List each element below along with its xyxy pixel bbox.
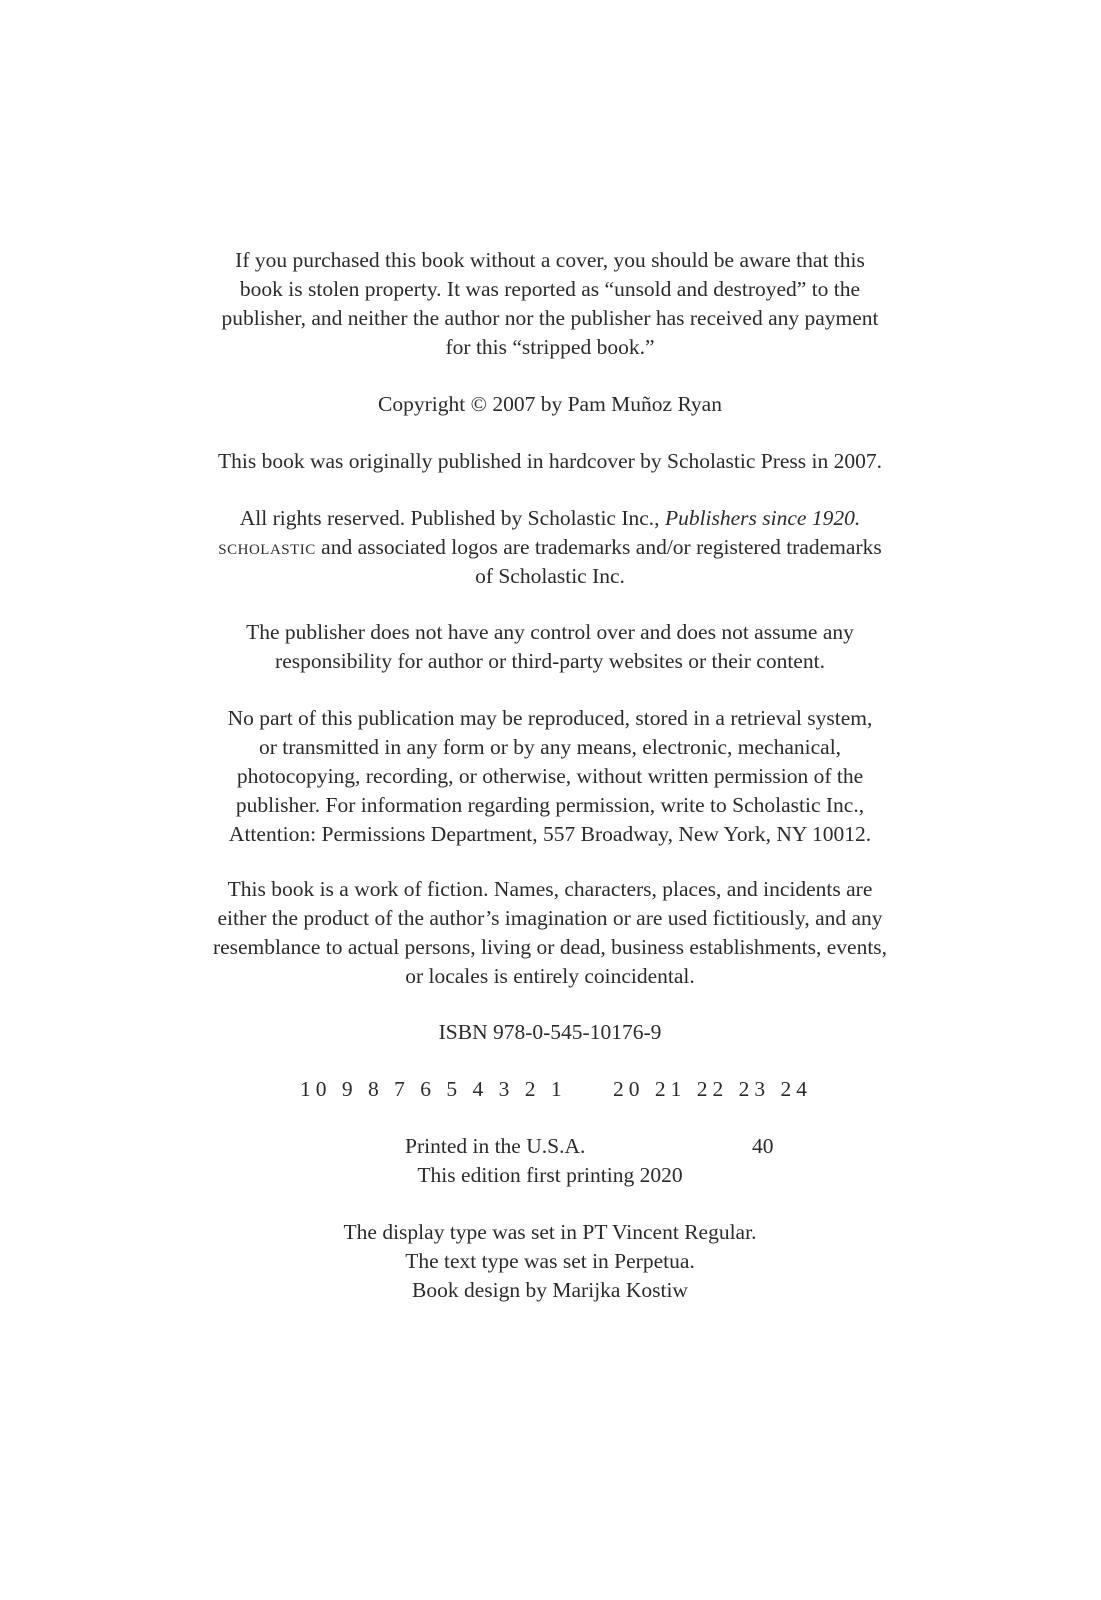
fiction-disclaimer (150, 875, 950, 991)
disclaimer-line: The publisher does not have any control over and does not assume any (246, 620, 854, 644)
rights-statement (150, 504, 950, 591)
rights-line (150, 504, 950, 533)
fiction-line: either the product of the author’s imagination or are used fictitiously, and any (217, 906, 883, 930)
notice-line: publisher, and neither the author nor the publisher has received any payment (221, 306, 879, 330)
original-publication-line: This book was originally published in hardcover by Scholastic Press in 2007. (217, 449, 883, 473)
reproduction-line: Attention: Permissions Department, 557 Broadway, New York, NY 10012. (228, 822, 872, 846)
printed-country: Printed in the U.S.A. (405, 1134, 586, 1158)
printer-code: 40 (752, 1134, 774, 1158)
reproduction-line: photocopying, recording, or otherwise, without written permission of the (236, 764, 864, 788)
notice-line: book is stolen property. It was reported as “unsold and destroyed” to the (239, 277, 861, 301)
design-credits (150, 1218, 950, 1305)
rights-main-text: All rights reserved. Published by Scholastic Inc., (239, 506, 665, 530)
copyright-line: Copyright © 2007 by Pam Muñoz Ryan (378, 392, 722, 416)
publisher-tagline: Publishers since 1920. (664, 506, 861, 530)
printing-years: 20 21 22 23 24 (613, 1077, 812, 1101)
trademark-owner-line: of Scholastic Inc. (475, 564, 625, 588)
isbn-line: ISBN 978-0-545-10176-9 (438, 1020, 662, 1044)
credit-line: Book design by Marijka Kostiw (412, 1278, 688, 1302)
trademark-text: and associated logos are trademarks and/or registered trademarks (315, 535, 882, 559)
printing-impressions: 10 9 8 7 6 5 4 3 2 1 (300, 1077, 567, 1101)
notice-line: for this “stripped book.” (445, 335, 655, 359)
edition-note (150, 1161, 950, 1190)
stripped-book-notice (150, 246, 950, 362)
scholastic-smallcaps: scholastic (218, 535, 316, 559)
reproduction-line: or transmitted in any form or by any means, electronic, mechanical, (258, 735, 842, 759)
reproduction-line: publisher. For information regarding permission, write to Scholastic Inc., (235, 793, 865, 817)
notice-line: If you purchased this book without a cover, you should be aware that this (235, 248, 865, 272)
original-publication-note (150, 447, 950, 476)
credit-line: The display type was set in PT Vincent Regular. (343, 1220, 757, 1244)
reproduction-line: No part of this publication may be reproduced, stored in a retrieval system, (227, 706, 873, 730)
publisher-disclaimer (150, 618, 950, 676)
edition-line: This edition first printing 2020 (417, 1163, 683, 1187)
fiction-line: This book is a work of fiction. Names, characters, places, and incidents are (227, 877, 873, 901)
credit-line: The text type was set in Perpetua. (405, 1249, 695, 1273)
disclaimer-line: responsibility for author or third-party websites or their content. (275, 649, 825, 673)
reproduction-notice (150, 704, 950, 849)
isbn (150, 1018, 950, 1047)
trademark-line (150, 533, 950, 562)
fiction-line: or locales is entirely coincidental. (405, 964, 695, 988)
fiction-line: resemblance to actual persons, living or dead, business establishments, events, (212, 935, 888, 959)
copyright-statement (150, 390, 950, 419)
